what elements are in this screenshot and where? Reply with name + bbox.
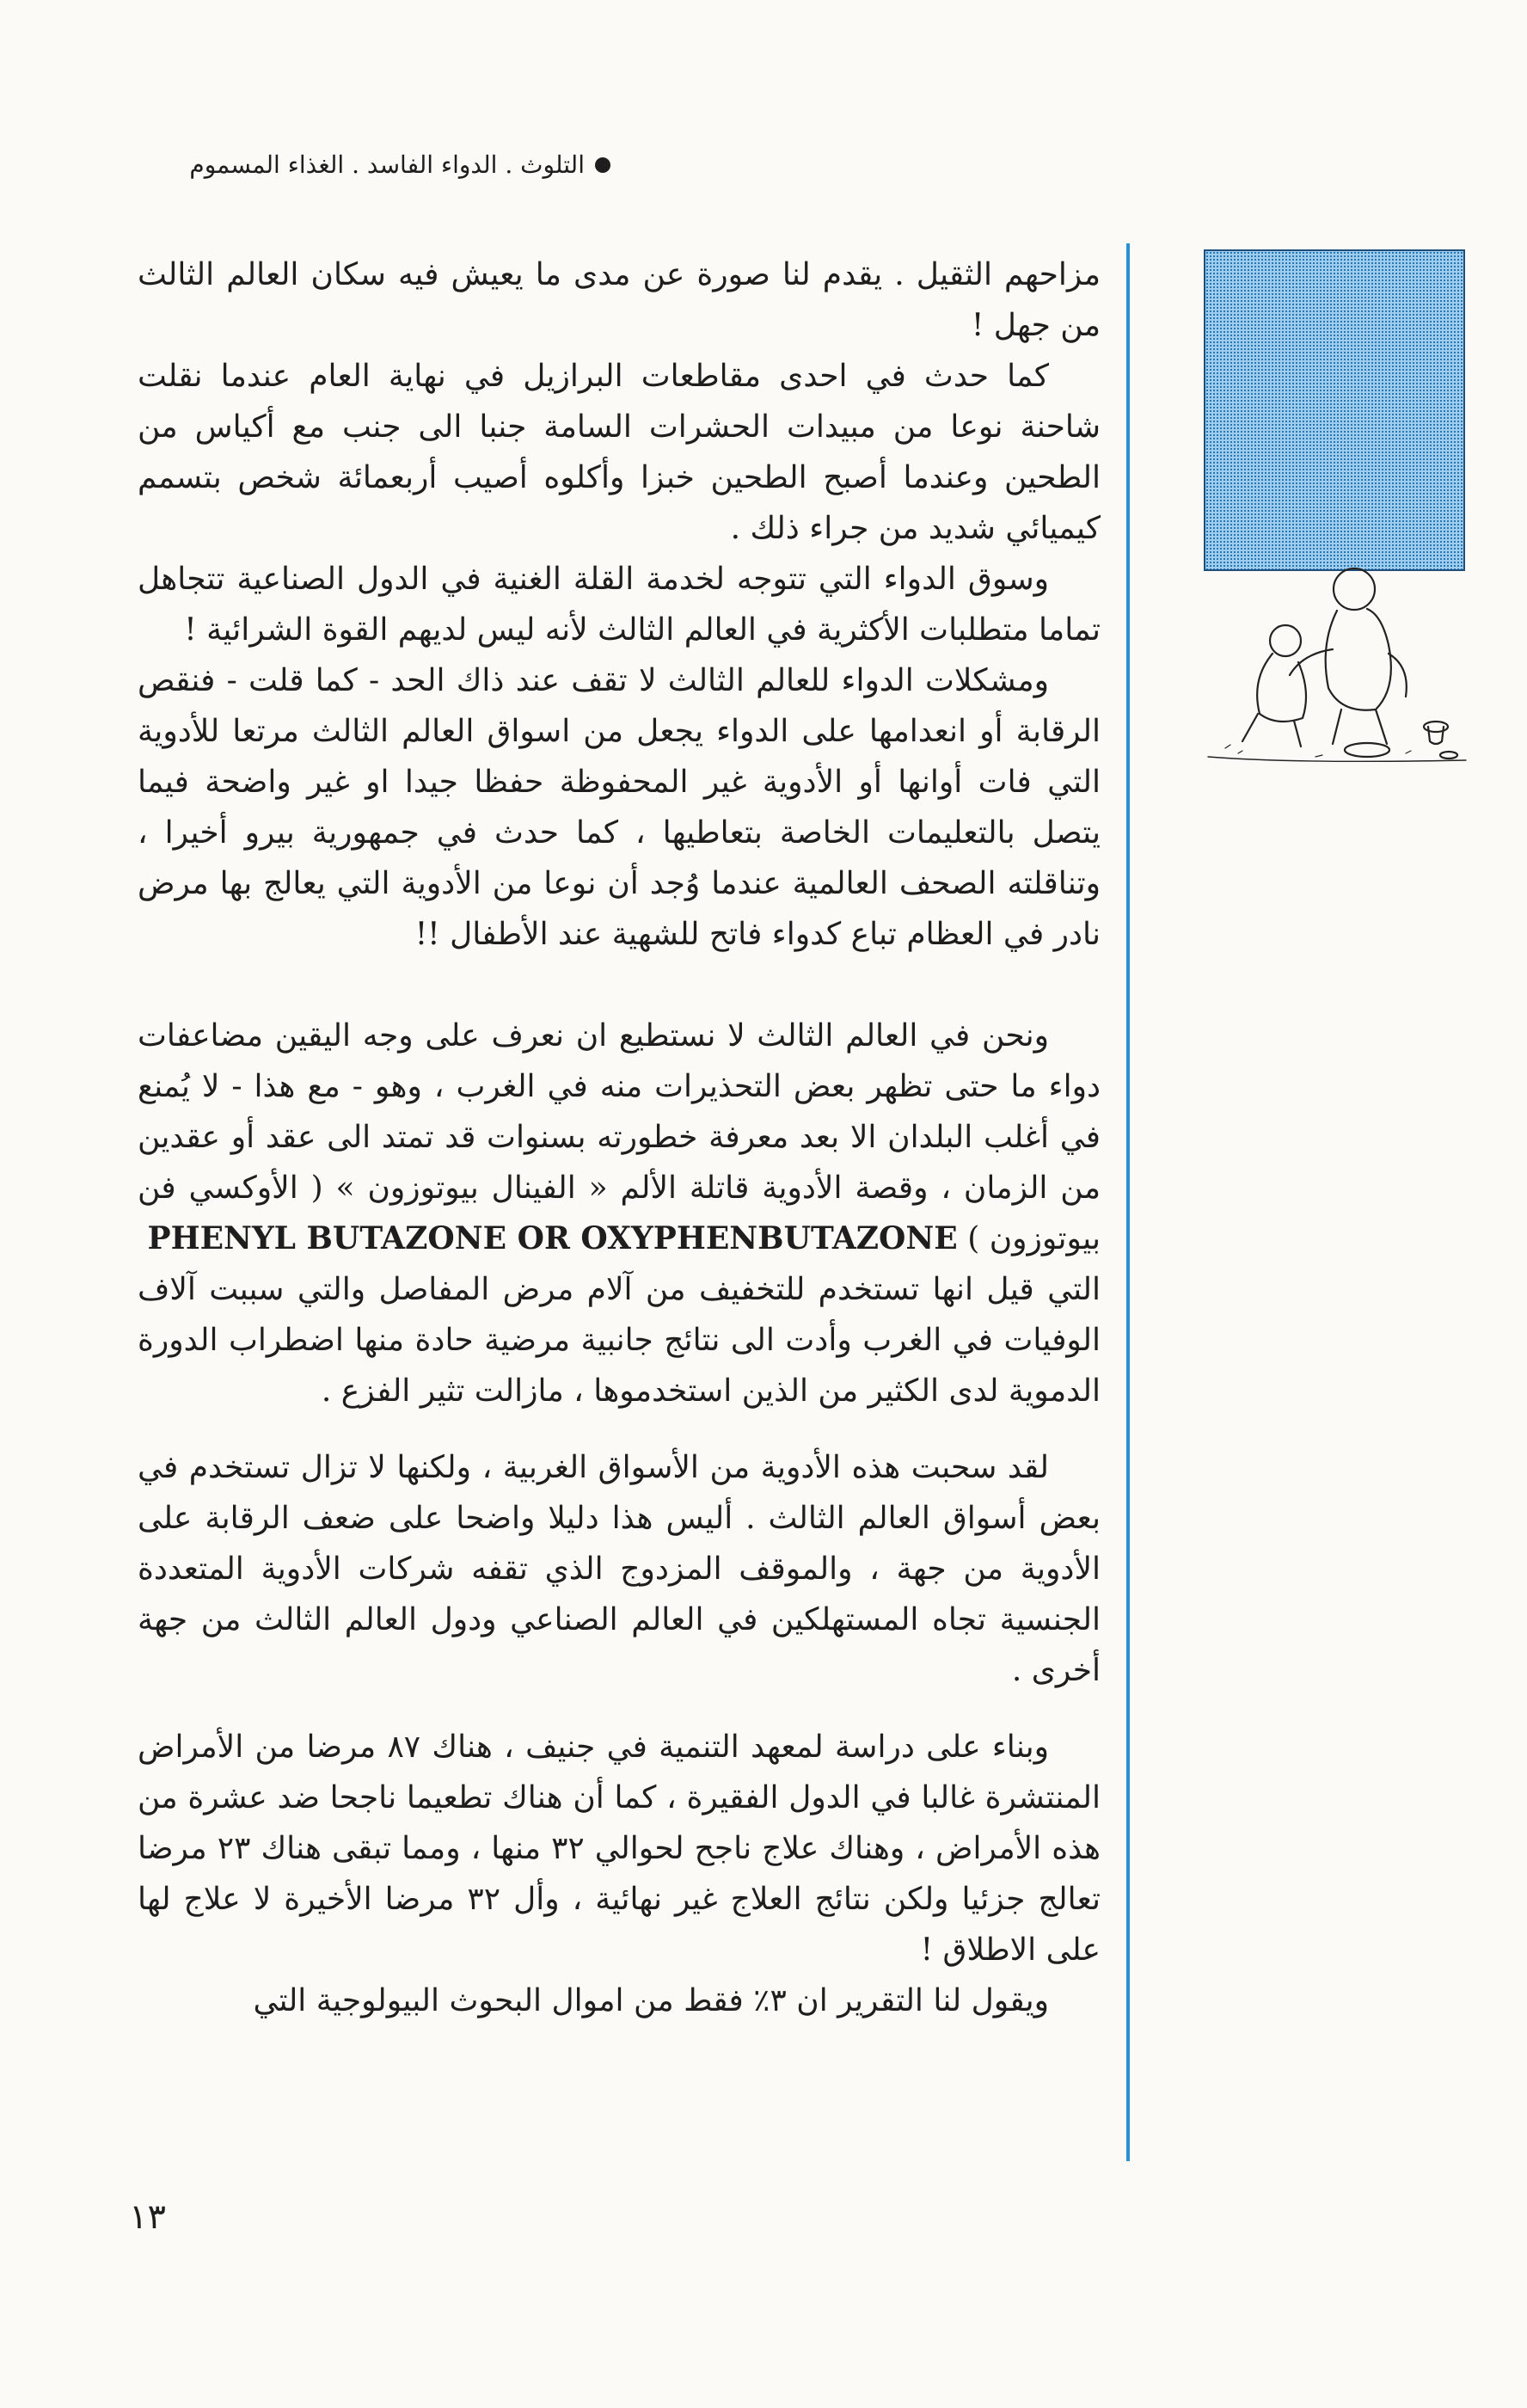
halftone-box: [1204, 249, 1465, 571]
sketch-illustration: [1191, 550, 1475, 765]
latin-term: PHENYL BUTAZONE OR OXYPHENBUTAZONE: [147, 1220, 958, 1256]
paragraph: وبناء على دراسة لمعهد التنمية في جنيف ، هناك ٨٧ مرضا من الأمراض المنتشرة غالبا في الدول الفقيرة ، كما أن هناك تطعيما ناجحا ضد عشرة من هذه الأمراض ، وهناك علاج ناجح لحوالي ٣٢ منها ، ومما تبقى هناك ٢٣ مرضا تعالج جزئيا ولكن نتائج العلاج غير نهائية ، وأل ٣٢ مرضا الأخيرة لا علاج لها على الاطلاق !: [138, 1729, 1101, 1968]
running-title: التلوث . الدواء الفاسد . الغذاء المسموم: [189, 150, 585, 179]
paragraph-text: ونحن في العالم الثالث لا نستطيع ان نعرف على وجه اليقين مضاعفات دواء ما حتى تظهر بعض التحذيرات منه في الغرب ، وهو - مع هذا - لا يُمنع في أغلب البلدان الا بعد معرفة خطورته بسنوات قد تمتد الى عقد أو عقدين من الزمان ، وقصة الأدوية قاتلة الألم « الفينال بيوتوزون » ( الأوكسي فن بيوتوزون ): [138, 1018, 1101, 1256]
bowl-1: [1345, 743, 1389, 757]
paragraph: مزاحهم الثقيل . يقدم لنا صورة عن مدى ما يعيش فيه سكان العالم الثالث من جهل !: [138, 257, 1101, 343]
paragraph: التي قيل انها تستخدم للتخفيف من آلام مرض المفاصل والتي سببت آلاف الوفيات في الغرب وأدت الى نتائج جانبية مرضية حادة منها اضطراب الدورة الدموية لدى الكثير من الذين استخدموها ، مازالت تثير الفزع .: [138, 1272, 1101, 1409]
bullet-icon: [595, 157, 610, 173]
page-number: ١٣: [129, 2197, 166, 2237]
paragraph: ويقول لنا التقرير ان ٣٪ فقط من اموال البحوث البيولوجية التي: [253, 1983, 1049, 2018]
paragraph: [138, 1010, 1101, 1264]
adult-head: [1334, 568, 1375, 610]
article-body: [138, 249, 1101, 2193]
paragraph: ومشكلات الدواء للعالم الثالث لا تقف عند ذاك الحد - كما قلت - فنقص الرقابة أو انعدامها على الدواء يجعل من اسواق العالم الثالث مرتعا للأدوية التي فات أوانها أو الأدوية غير المحفوظة حفظا جيدا او غير واضحة فيما يتصل بالتعليمات الخاصة بتعاطيها ، كما حدث في جمهورية بيرو أخيرا ، وتناقلته الصحف العالمية عندما وُجد أن نوعا من الأدوية التي يعالج بها مرض نادر في العظام تباع كدواء فاتح للشهية عند الأطفال !!: [138, 663, 1101, 952]
paragraph: وسوق الدواء التي تتوجه لخدمة القلة الغنية في الدول الصناعية تتجاهل تماما متطلبات الأكثرية في العالم الثالث لأنه ليس لديهم القوة الشرائية !: [138, 562, 1101, 648]
vertical-rule: [1126, 243, 1130, 2161]
paragraph: لقد سحبت هذه الأدوية من الأسواق الغربية ، ولكنها لا تزال تستخدم في بعض أسواق العالم الثالث . أليس هذا دليلا واضحا على ضعف الرقابة على الأدوية من جهة ، والموقف المزدوج الذي تقفه شركات الأدوية المتعددة الجنسية تجاه المستهلكين في العالم الصناعي ودول العالم الثالث من جهة أخرى .: [138, 1450, 1101, 1688]
child-body: [1257, 654, 1306, 722]
child-head: [1270, 625, 1301, 656]
paragraph: كما حدث في احدى مقاطعات البرازيل في نهاية العام عندما نقلت شاحنة نوعا من مبيدات الحشرات السامة جنبا الى جنب مع أكياس من الطحين وعندما أصبح الطحين خبزا وأكلوه أصيب أربعمائة شخص بتسمم كيميائي شديد من جراء ذلك .: [138, 359, 1101, 546]
running-header: [129, 150, 610, 179]
adult-body: [1326, 609, 1391, 710]
